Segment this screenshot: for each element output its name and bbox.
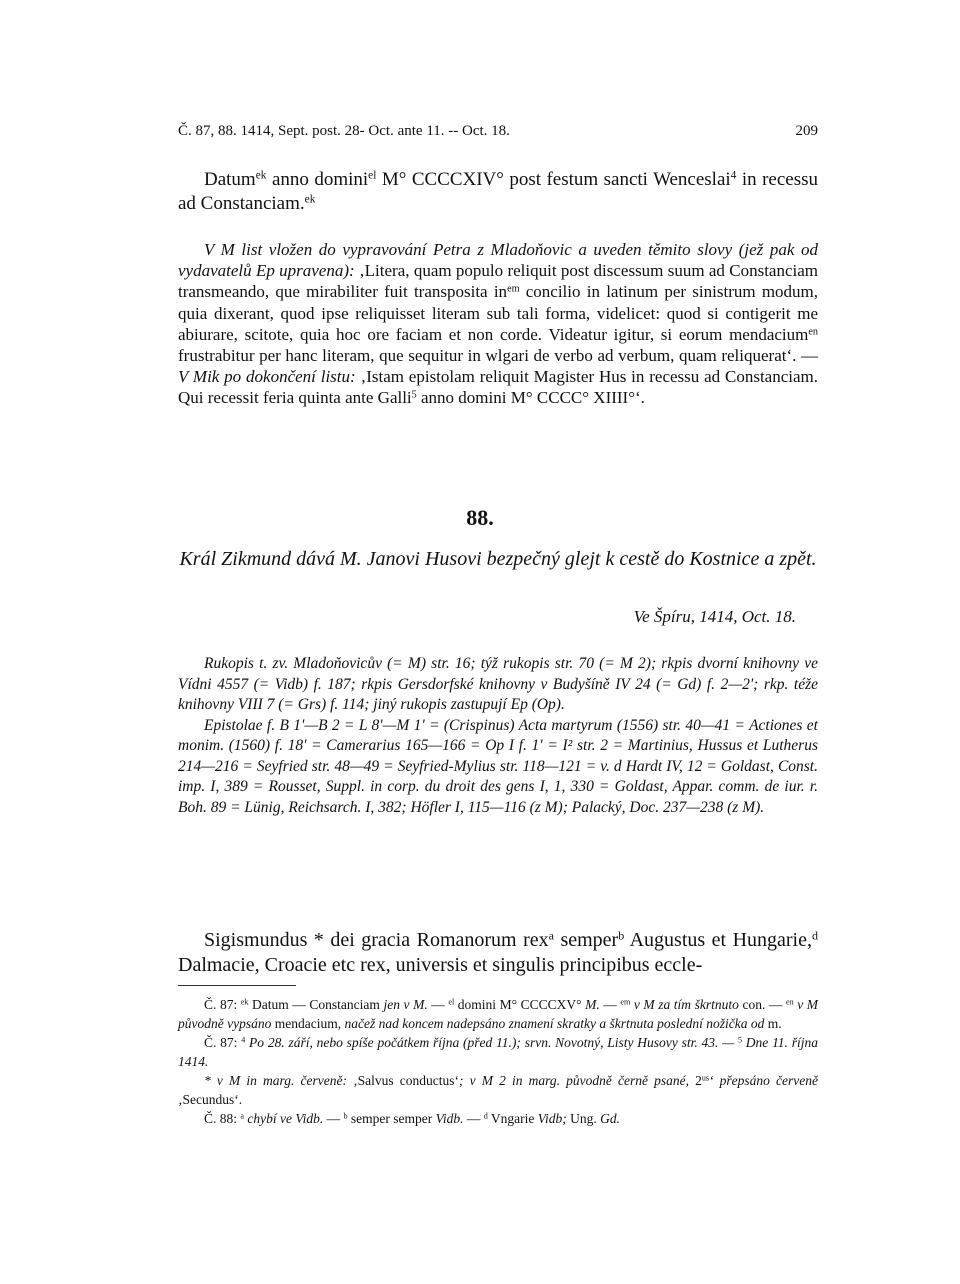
editions-list: Epistolae f. B 1'—B 2 = L 8'—M 1' = (Crispinus) Acta martyrum (1556) str. 40—41 = Actiones et monim. (1560) f. 18' = Camerarius 165—166 = Op I f. 1' = I² str. 2 = Martinius, Hussus et Lutherus 214—216 = Seyfried str. 48—49 = Seyfried-Mylius str. 118—121 = v. d Hardt IV, 12 = Goldast, Const. imp. I, 389 = Rousset, Suppl. in corp. du droit des gens I, 1, 330 = Goldast, Appar. comm. de iur. r. Boh. 89 = Lünig, Reichsarch. I, 382; Höfler I, 115—116 (z M); Palacký, Doc. 237—238 (z M). bbox=[178, 716, 818, 816]
document-text: Sigismundus * dei gracia Romanorum rex$^a$ semper$^b$ Augustus et Hungarie,$^d$ Dalmacie, Croacie etc rex, universis et singulis principibus eccle- bbox=[178, 928, 818, 976]
sources-apparatus bbox=[178, 654, 818, 818]
running-title: Č. 87, 88. 1414, Sept. post. 28- Oct. ante 11. -- Oct. 18. bbox=[178, 123, 510, 139]
footnote-87-dates: Č. 87: $^4$ Po 28. září, nebo spíše počátkem října (před 11.); srvn. Novotný, Listy Husovy str. 43. — $^5$ Dne 11. října 1414. bbox=[178, 1035, 818, 1069]
footnote-87-text: Č. 87: $^{ek}$ Datum — Constanciam jen v M. — $^{el}$ domini M° CCCCXV° M. — $^{em}$ v M za tím škrtnuto con. — $^{en}$ v M původně vypsáno mendacium, načež nad koncem nadepsáno znamení skratky a škrtnuta poslední nožička od m. bbox=[178, 997, 819, 1031]
page-header bbox=[178, 123, 818, 140]
footnote-asterisk: * v M in marg. červeně: ‚Salvus conductus‘; v M 2 in marg. původně černě psané, $2^{us}‘$ přepsáno červeně ‚Secundus‘. bbox=[178, 1073, 819, 1107]
footnote-divider bbox=[178, 985, 296, 986]
footnote-88: Č. 88: $^a$ chybí ve Vidb. — $^b$ semper semper Vidb. — $^d$ Vngarie Vidb; Ung. Gd. bbox=[204, 1111, 621, 1126]
datum-paragraph: Datum$^{ek}$ anno domini$^{el}$ M° CCCCXIV° post festum sancti Wenceslai$^4$ in recessu ad Constanciam.$^{ek}$ bbox=[178, 169, 818, 214]
document-title: Král Zikmund dává M. Janovi Husovi bezpečný glejt k cestě do Kostnice a zpět. bbox=[179, 548, 817, 570]
page-number: 209 bbox=[795, 123, 818, 139]
footnotes bbox=[178, 995, 818, 1128]
document-number: 88. bbox=[466, 505, 494, 530]
place-date: Ve Špíru, 1414, Oct. 18. bbox=[633, 607, 796, 626]
vm-paragraph: V M list vložen do vypravování Petra z Mladoňovic a uveden těmito slovy (jež pak od vydavatelů Ep upravena): ‚Litera, quam populo reliquit post discessum suum ad Constanciam transmeando, que mirabiliter fuit transposita $in^{em}$ concilio in latinum per sinistrum modum, quia dixerant, quod ipse reliquisset literam sub tali forma, videlicet: quod si contigerit me abiurare, scitote, quia hoc ore faciam et non corde. Videatur igitur, si eorum mendacium$^{en}$ frustrabitur per hanc literam, que sequitur in wlgari de verbo ad verbum, quam reliquerat‘. — V Mik po dokončení listu: ‚Istam epistolam reliquit Magister Hus in recessu ad Constanciam. Qui recessit feria quinta ante Galli$^5$ anno domini M° CCCC° XIIII°‘. bbox=[178, 240, 819, 408]
manuscripts-list: Rukopis t. zv. Mladoňovicův (= M) str. 16; týž rukopis str. 70 (= M 2); rkpis dvorní knihovny ve Vídni 4557 (= Vidb) f. 187; rkpis Gersdorfské knihovny v Budyšíně IV 24 (= Gd) f. 2—2'; rkp. téže knihovny VIII 7 (= Grs) f. 114; jiný rukopis zastupují Ep (Op). bbox=[178, 655, 818, 713]
